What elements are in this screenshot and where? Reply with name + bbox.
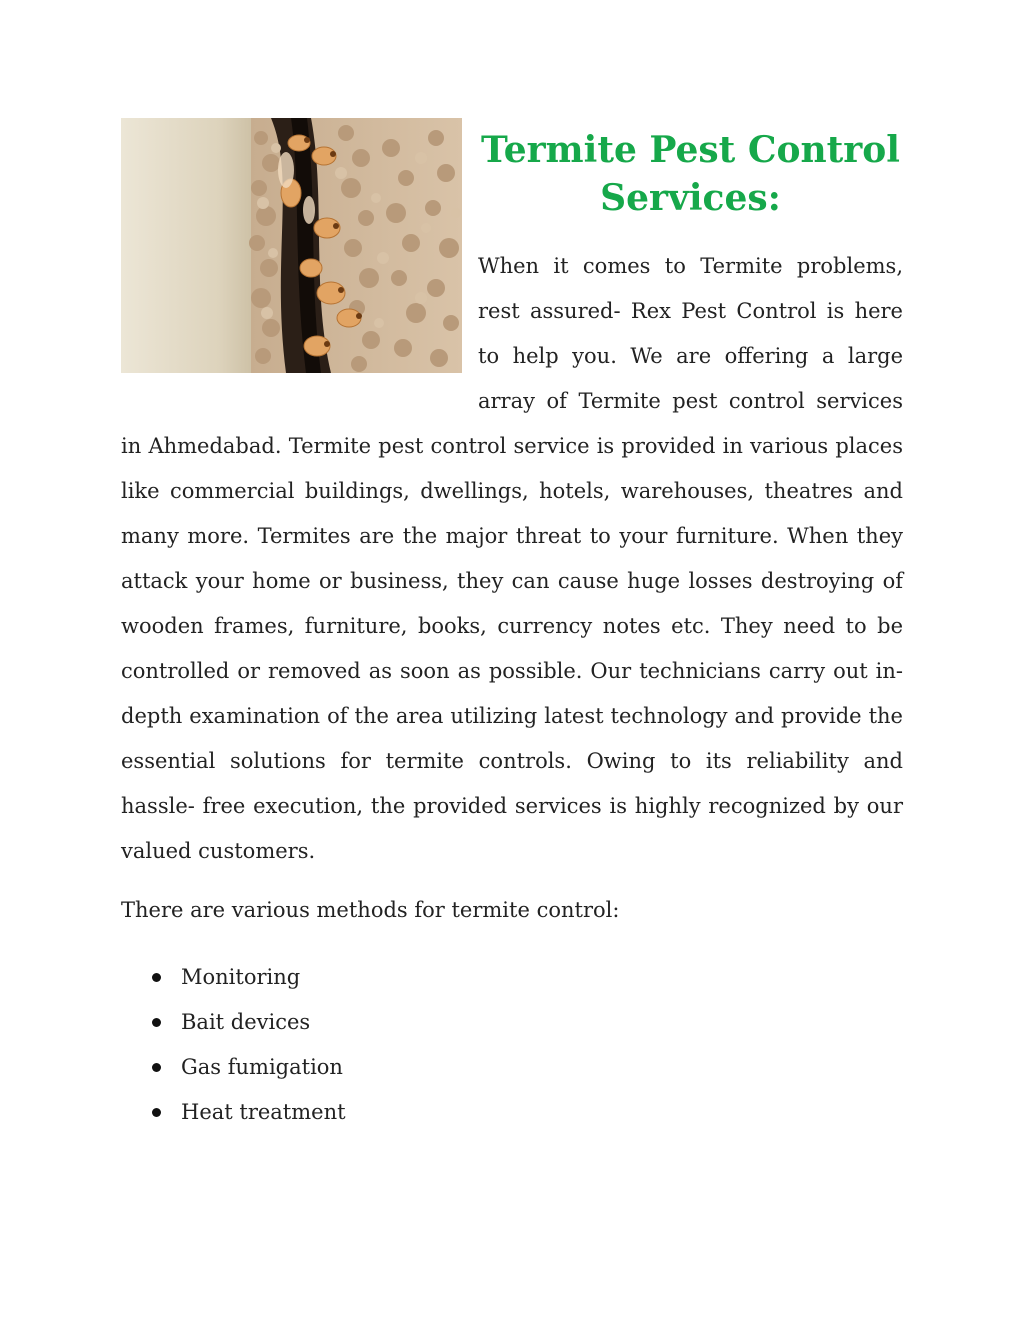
bullet-icon [152,1108,161,1117]
list-item [121,1000,903,1045]
method-label: Monitoring [181,965,301,989]
method-label: Bait devices [181,1010,311,1034]
methods-list [121,955,903,1135]
method-label: Heat treatment [181,1100,346,1124]
bullet-icon [152,1018,161,1027]
termite-photo [121,118,462,373]
list-item [121,1045,903,1090]
bullet-icon [152,1063,161,1072]
document-page [121,118,903,1135]
page-title: Termite Pest Control Services: [481,129,900,219]
list-item [121,955,903,1000]
methods-intro: There are various methods for termite control: [121,898,620,922]
list-item [121,1090,903,1135]
description-paragraph: When it comes to Termite problems, rest assured- Rex Pest Control is here to help you. We are offering a large array of Termite pest control services in Ahmedabad. Termite pest control service is provided in various places like commercial buildings, dwellings, hotels, warehouses, theatres and many more. Termites are the major threat to your furniture. When they attack your home or business, they can cause huge losses destroying of wooden frames, furniture, books, currency notes etc. They need to be controlled or removed as soon as possible. Our technicians carry out in- depth examination of the area utilizing latest technology and provide the essential solutions for termite controls. Owing to its reliability and hassle- free execution, the provided services is highly recognized by our valued customers. [121,254,903,863]
method-label: Gas fumigation [181,1055,343,1079]
bullet-icon [152,973,161,982]
